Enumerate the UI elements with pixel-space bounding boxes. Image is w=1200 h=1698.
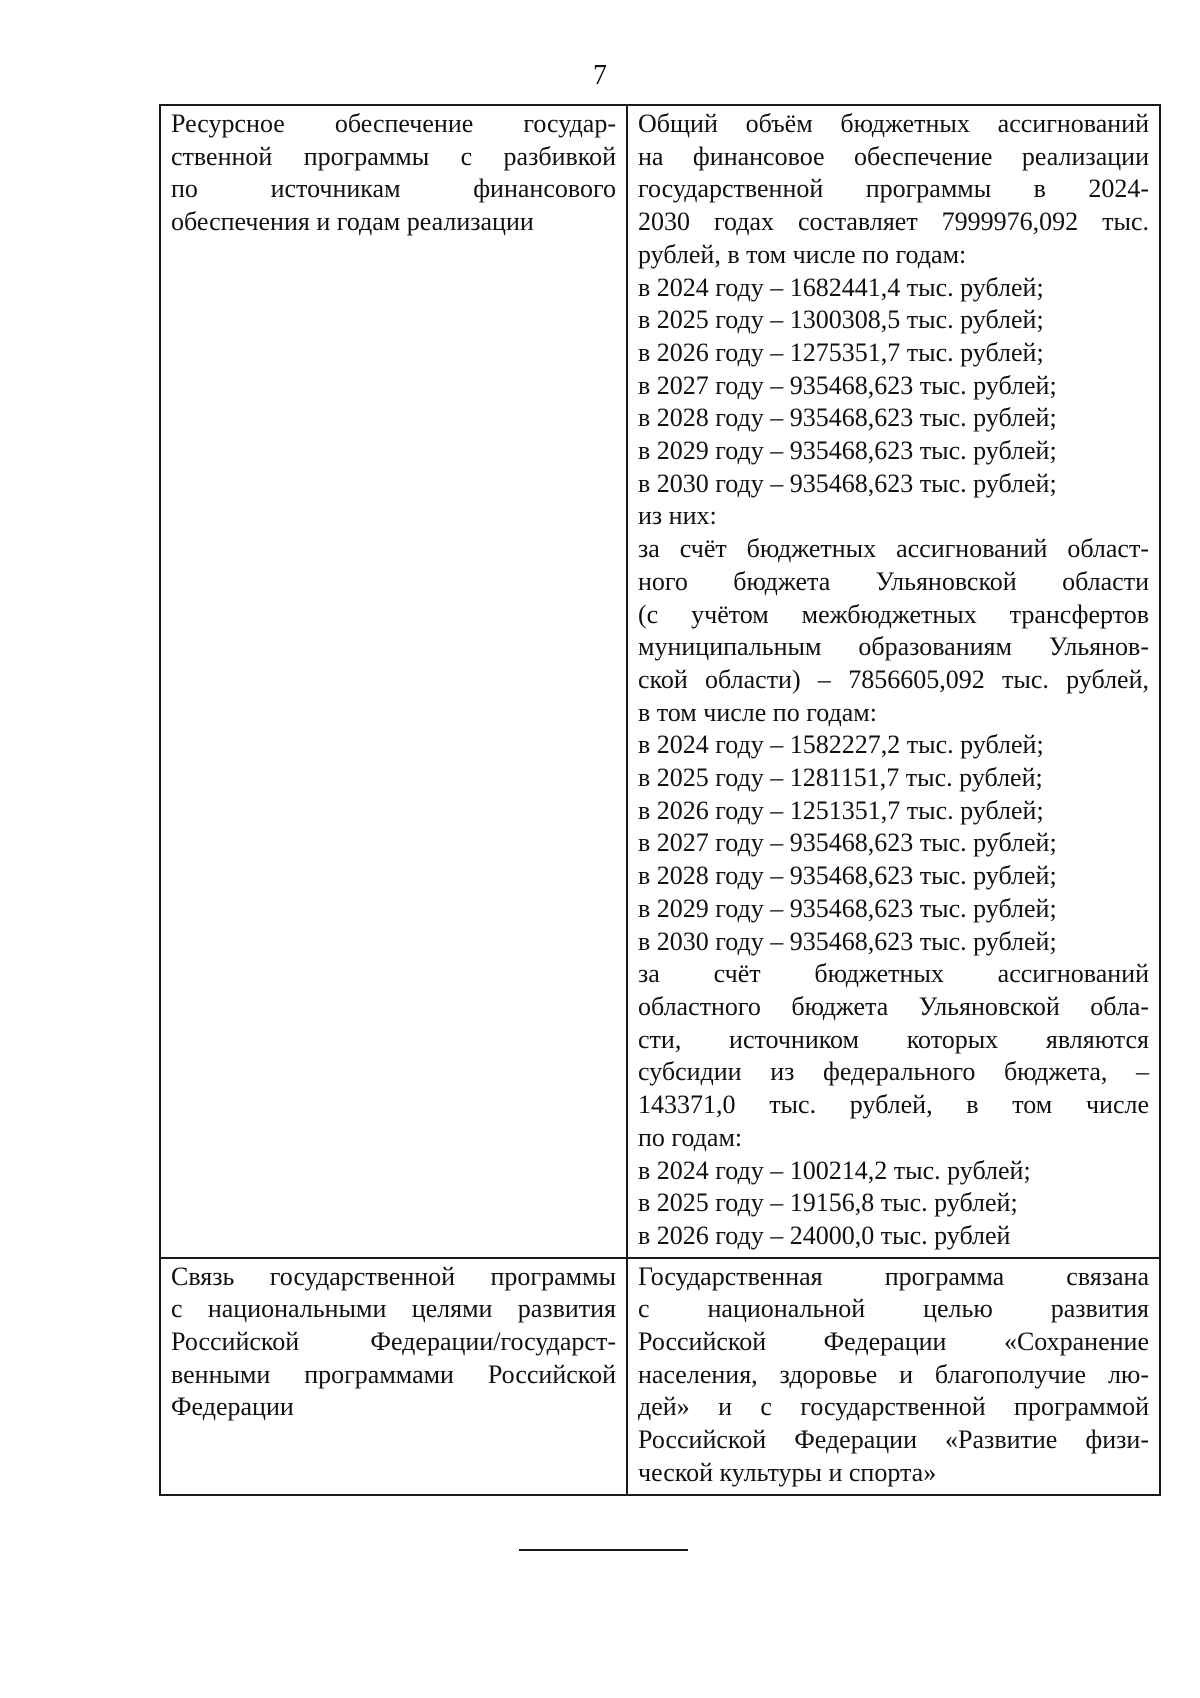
row-content-line: Государственная программа связана (638, 1261, 1149, 1291)
row-content-line: дей» и с государственной программой (638, 1392, 1149, 1422)
row-label-line: Ресурсное обеспечение государ- (171, 109, 616, 138)
row-content-line: из них: (638, 501, 717, 531)
row-label-cell (160, 105, 627, 1258)
row-content-line: в 2025 году – 1281151,7 тыс. рублей; (638, 763, 1043, 793)
row-content-line: в 2030 году – 935468,623 тыс. рублей; (638, 468, 1057, 498)
row-content-line: 2030 годах составляет 7999976,092 тыс. (638, 207, 1149, 237)
row-content-line: Российской Федерации «Развитие физи- (638, 1425, 1149, 1455)
row-content-line: на финансовое обеспечение реализации (638, 141, 1149, 171)
row-content-line: в 2026 году – 1251351,7 тыс. рублей; (638, 795, 1044, 825)
row-content-line: Общий объём бюджетных ассигнований (638, 109, 1149, 138)
row-content-line: населения, здоровье и благополучие лю- (638, 1359, 1149, 1389)
row-content-line: ного бюджета Ульяновской области (638, 566, 1149, 596)
row-label-line: с национальными целями развития (171, 1294, 616, 1324)
row-content-line: за счёт бюджетных ассигнований област- (638, 534, 1149, 564)
row-content-line: в 2025 году – 19156,8 тыс. рублей; (638, 1188, 1018, 1218)
row-content-line: в 2026 году – 24000,0 тыс. рублей (638, 1220, 1011, 1250)
row-content-line: муниципальным образованиям Ульянов- (638, 632, 1149, 662)
row-content-line: ской области) – 7856605,092 тыс. рублей, (638, 664, 1149, 694)
end-of-document-rule (519, 1549, 688, 1551)
row-content-cell (627, 1258, 1160, 1495)
row-content-line: в 2026 году – 1275351,7 тыс. рублей; (638, 337, 1044, 367)
row-content-line: в 2029 году – 935468,623 тыс. рублей; (638, 436, 1057, 466)
row-label-line: по источникам финансового (171, 174, 616, 204)
row-content-line: в 2024 году – 1582227,2 тыс. рублей; (638, 730, 1044, 760)
row-label-line: обеспечения и годам реализации (171, 207, 534, 237)
row-content-line: рублей, в том числе по годам: (638, 239, 967, 269)
row-label-line: Связь государственной программы (171, 1261, 616, 1291)
row-content-line: за счёт бюджетных ассигнований (638, 959, 1149, 989)
row-content-line: ческой культуры и спорта» (638, 1457, 937, 1487)
row-content-line: в 2027 году – 935468,623 тыс. рублей; (638, 828, 1057, 858)
row-content-line: в 2027 году – 935468,623 тыс. рублей; (638, 370, 1057, 400)
row-content-line: в 2030 году – 935468,623 тыс. рублей; (638, 926, 1057, 956)
page-number: 7 (593, 60, 607, 91)
row-label-line: венными программами Российской (171, 1359, 616, 1389)
program-passport-table (159, 104, 1161, 1496)
row-content-line: областного бюджета Ульяновской обла- (638, 991, 1149, 1021)
row-content-line: с национальной целью развития (638, 1294, 1149, 1324)
row-label-line: Федерации (171, 1392, 294, 1422)
row-content-line: по годам: (638, 1122, 743, 1152)
row-content-line: Российской Федерации «Сохранение (638, 1327, 1149, 1357)
row-content-line: в 2024 году – 100214,2 тыс. рублей; (638, 1155, 1031, 1185)
table-row-resource-support (160, 105, 1160, 1258)
row-label-line: ственной программы с разбивкой (171, 141, 616, 171)
row-content-line: государственной программы в 2024- (638, 174, 1149, 204)
row-content-line: в 2028 году – 935468,623 тыс. рублей; (638, 861, 1057, 891)
row-content-cell (627, 105, 1160, 1258)
row-content-line: субсидии из федерального бюджета, – (638, 1057, 1149, 1087)
row-label-cell (160, 1258, 627, 1495)
row-content-line: в 2025 году – 1300308,5 тыс. рублей; (638, 305, 1044, 335)
row-label-line: Российской Федерации/государст- (171, 1327, 616, 1357)
row-content-line: сти, источником которых являются (638, 1024, 1149, 1054)
row-content-line: 143371,0 тыс. рублей, в том числе (638, 1090, 1149, 1120)
row-content-line: в 2024 году – 1682441,4 тыс. рублей; (638, 272, 1044, 302)
row-content-line: в 2029 году – 935468,623 тыс. рублей; (638, 893, 1057, 923)
row-content-line: в том числе по годам: (638, 697, 877, 727)
row-content-line: (с учётом межбюджетных трансфертов (638, 599, 1149, 629)
row-content-line: в 2028 году – 935468,623 тыс. рублей; (638, 403, 1057, 433)
table-row-national-goals-link (160, 1258, 1160, 1495)
